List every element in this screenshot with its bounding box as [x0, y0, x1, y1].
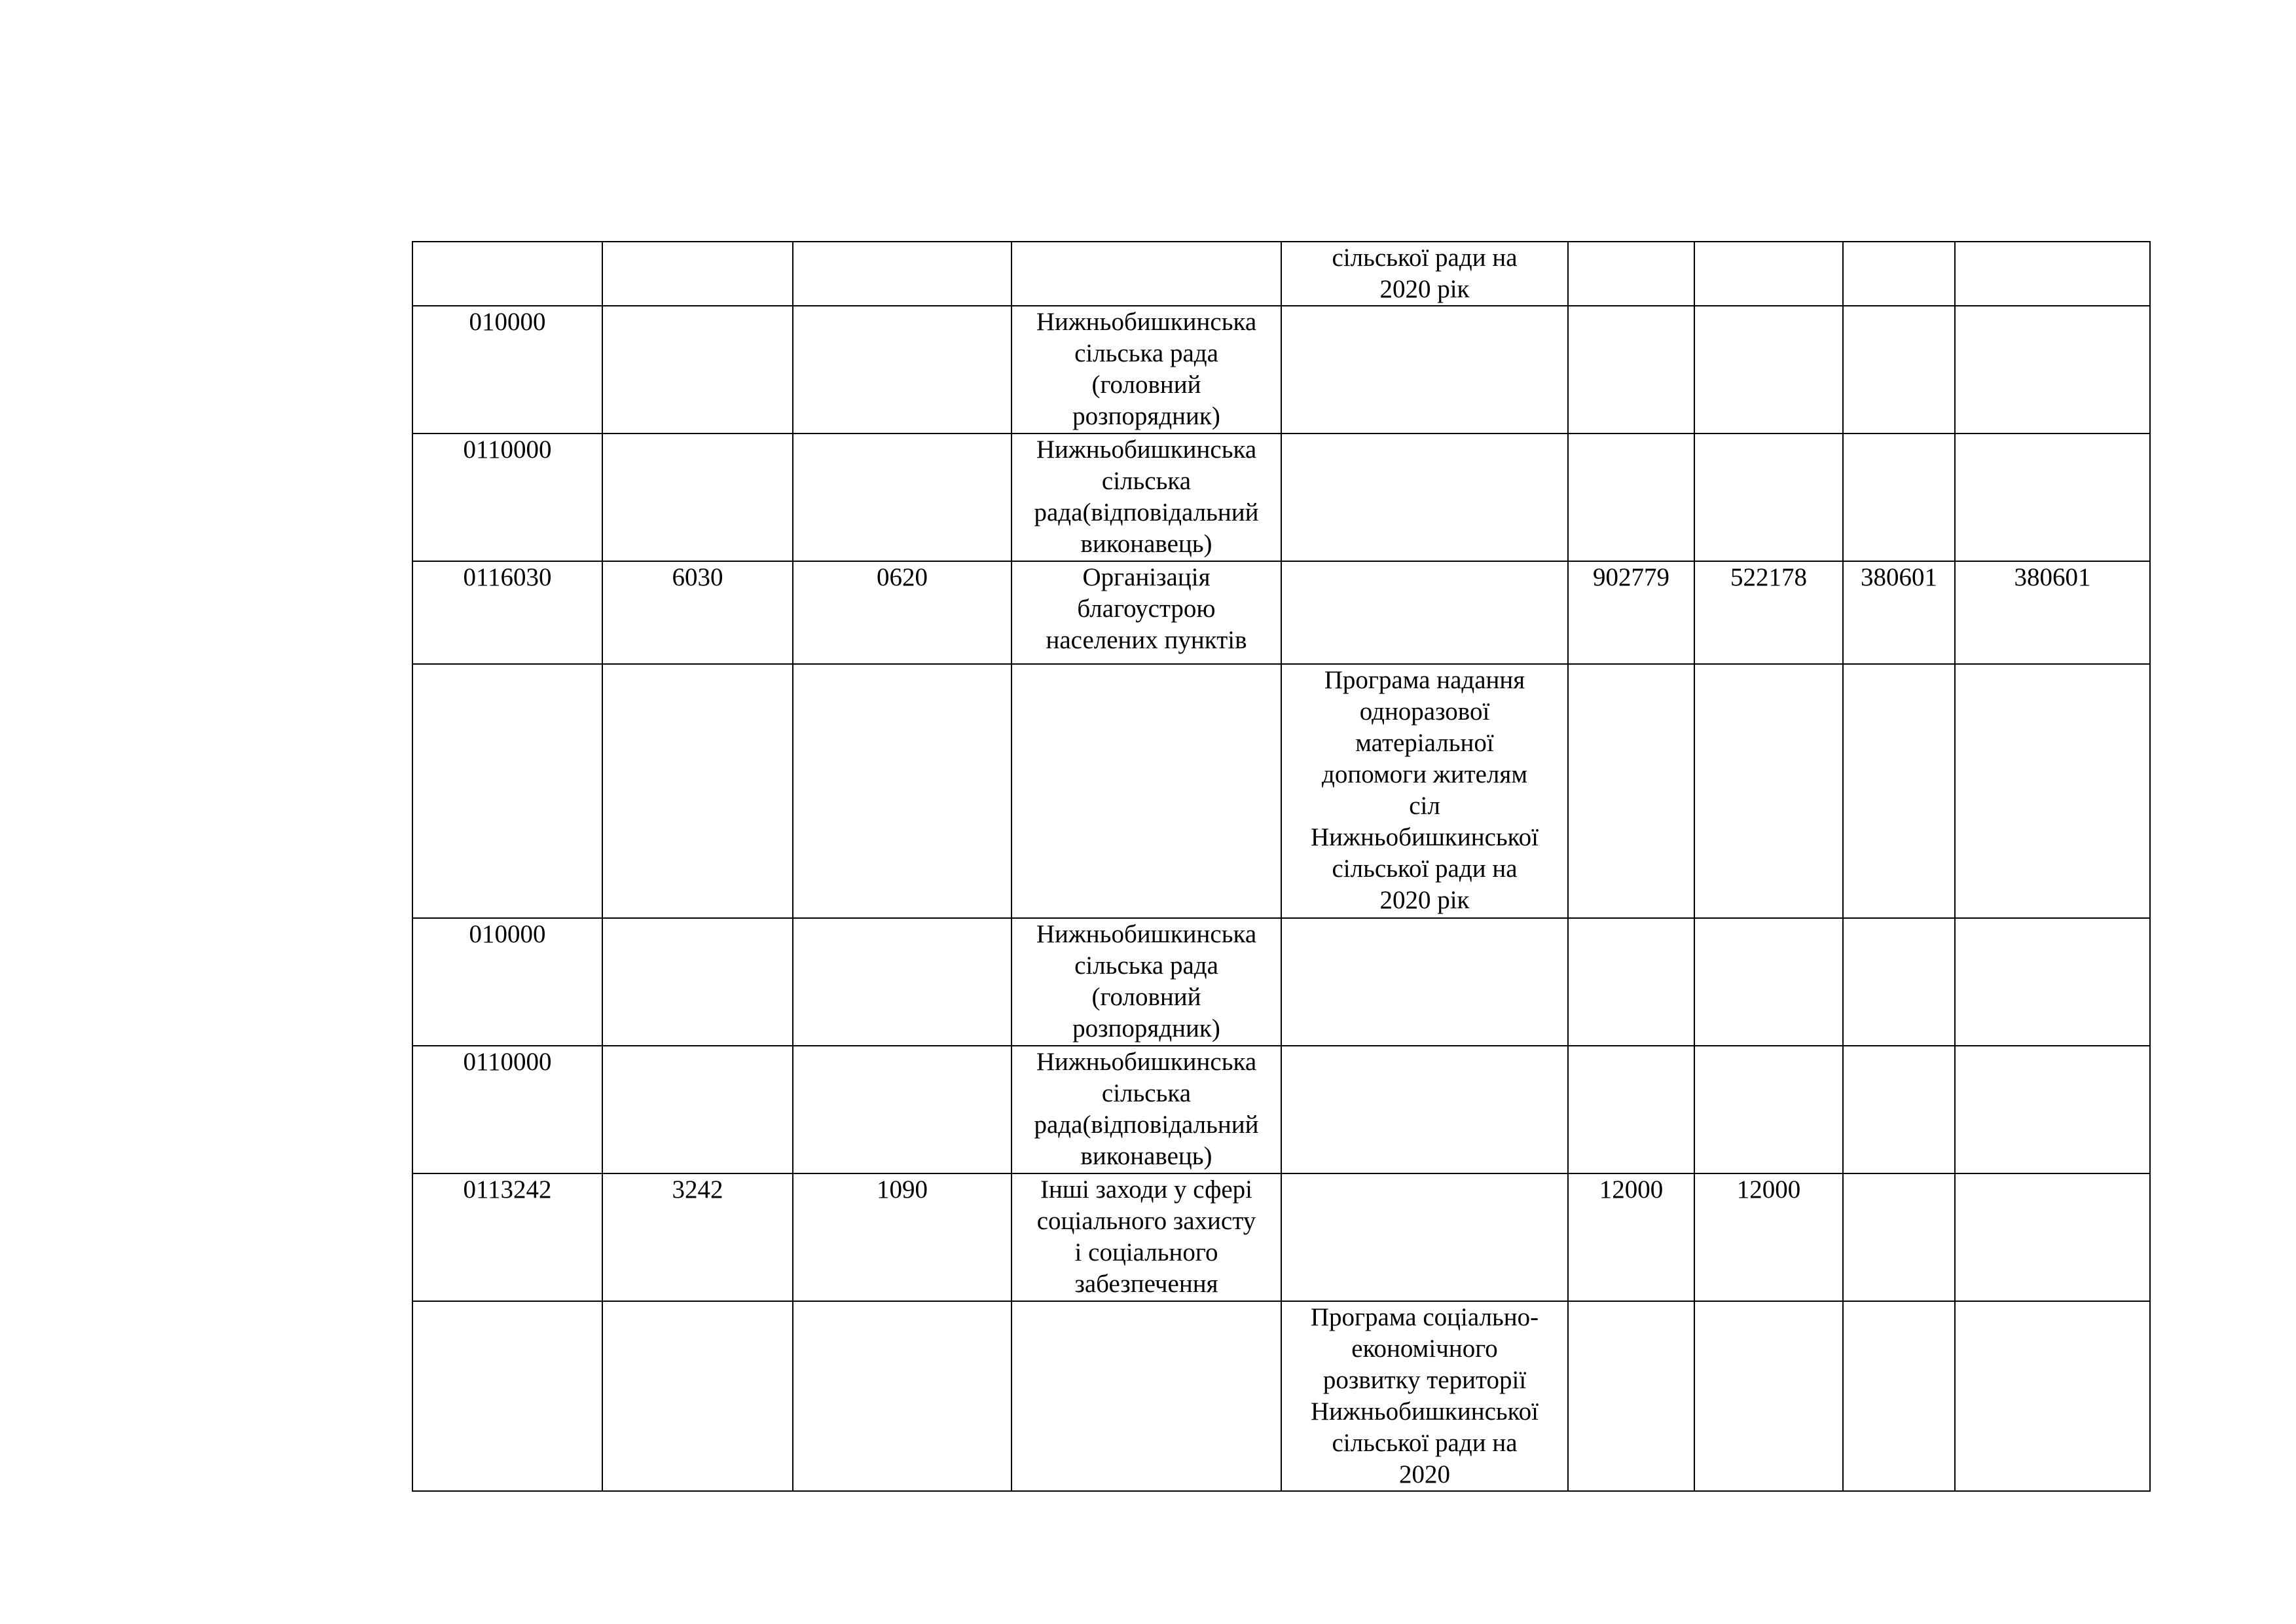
table-cell-development-budget [1955, 918, 2150, 1046]
table-cell-code-tpkvk [602, 918, 793, 1046]
table-cell-code-tpkvk [602, 1046, 793, 1173]
table-cell-total [1568, 306, 1694, 434]
cell-text: 0116030 [463, 563, 552, 591]
table-cell-special-fund [1843, 434, 1955, 561]
table-cell-special-fund [1843, 561, 1955, 664]
cell-text: 0620 [877, 563, 928, 591]
table-cell-total [1568, 664, 1694, 918]
table-cell-total [1568, 561, 1694, 664]
table-cell-code-tpkvk [602, 306, 793, 434]
table-cell-code-fkvk [793, 1301, 1011, 1491]
table-cell-code-program [412, 561, 602, 664]
table-cell-general-fund [1694, 434, 1843, 561]
table-cell-code-fkvk [793, 561, 1011, 664]
cell-text: Інші заходи у сфері соціального захисту і соціального забезпечення [1036, 1175, 1256, 1298]
table-cell-code-fkvk [793, 664, 1011, 918]
cell-text: 522178 [1730, 563, 1807, 591]
table-cell-total [1568, 1046, 1694, 1173]
table-cell-code-fkvk [793, 242, 1011, 306]
table-cell-code-program [412, 434, 602, 561]
table-row [412, 242, 2150, 306]
table-cell-development-budget [1955, 1046, 2150, 1173]
table-cell-code-program [412, 664, 602, 918]
cell-text: 3242 [672, 1175, 723, 1204]
table-cell-name-responsible [1011, 434, 1281, 561]
table-cell-development-budget [1955, 664, 2150, 918]
table-cell-development-budget [1955, 306, 2150, 434]
table-cell-program-name [1281, 242, 1568, 306]
table-cell-program-name [1281, 664, 1568, 918]
table-cell-total [1568, 242, 1694, 306]
table-row [412, 306, 2150, 434]
cell-text: Нижньобишкинська сільська рада(відповідальний виконавець) [1034, 435, 1259, 558]
table-cell-special-fund [1843, 1173, 1955, 1301]
cell-text: 010000 [469, 920, 546, 948]
table-cell-general-fund [1694, 1046, 1843, 1173]
table-cell-development-budget [1955, 561, 2150, 664]
cell-text: 0113242 [463, 1175, 552, 1204]
table-cell-special-fund [1843, 1301, 1955, 1491]
table-cell-total [1568, 434, 1694, 561]
table-cell-general-fund [1694, 664, 1843, 918]
budget-table [412, 241, 2151, 1492]
table-cell-code-program [412, 306, 602, 434]
table-cell-code-program [412, 1301, 602, 1491]
table-cell-general-fund [1694, 561, 1843, 664]
table-cell-development-budget [1955, 1173, 2150, 1301]
table-cell-code-fkvk [793, 1173, 1011, 1301]
table-row [412, 561, 2150, 664]
cell-text: 902779 [1593, 563, 1669, 591]
cell-text: 010000 [469, 308, 546, 336]
cell-text: Програма надання одноразової матеріальної допомоги жителям сіл Нижньобишкинської сільської ради на 2020 рік [1311, 666, 1539, 914]
table-row [412, 1301, 2150, 1491]
table-cell-code-program [412, 242, 602, 306]
table-cell-special-fund [1843, 306, 1955, 434]
cell-text: 0110000 [463, 1048, 552, 1076]
cell-text: Організація благоустрою населених пунктів [1046, 563, 1247, 654]
cell-text: Програма соціально- економічного розвитку території Нижньобишкинської сільської ради на 2020 [1310, 1303, 1539, 1488]
table-cell-program-name [1281, 561, 1568, 664]
cell-text: 380601 [1861, 563, 1937, 591]
table-cell-name-responsible [1011, 1046, 1281, 1173]
table-cell-total [1568, 1301, 1694, 1491]
table-cell-code-fkvk [793, 434, 1011, 561]
table-cell-general-fund [1694, 918, 1843, 1046]
cell-text: Нижньобишкинська сільська рада (головний розпорядник) [1036, 920, 1257, 1043]
table-cell-special-fund [1843, 664, 1955, 918]
table-cell-code-tpkvk [602, 1301, 793, 1491]
cell-text: 12000 [1599, 1175, 1664, 1204]
cell-text: 6030 [672, 563, 723, 591]
table-cell-code-program [412, 1046, 602, 1173]
cell-text: 380601 [2014, 563, 2091, 591]
cell-text: Нижньобишкинська сільська рада (головний розпорядник) [1036, 308, 1257, 430]
table-row [412, 918, 2150, 1046]
table-cell-code-tpkvk [602, 1173, 793, 1301]
table-row [412, 434, 2150, 561]
table-cell-development-budget [1955, 1301, 2150, 1491]
table-cell-special-fund [1843, 242, 1955, 306]
table-cell-code-fkvk [793, 918, 1011, 1046]
table-cell-name-responsible [1011, 242, 1281, 306]
table-cell-code-tpkvk [602, 434, 793, 561]
table-cell-name-responsible [1011, 918, 1281, 1046]
table-cell-program-name [1281, 434, 1568, 561]
table-cell-name-responsible [1011, 306, 1281, 434]
table-row [412, 1046, 2150, 1173]
table-cell-program-name [1281, 918, 1568, 1046]
cell-text: Нижньобишкинська сільська рада(відповідальний виконавець) [1034, 1048, 1259, 1170]
table-cell-code-fkvk [793, 306, 1011, 434]
table-cell-code-fkvk [793, 1046, 1011, 1173]
table-cell-name-responsible [1011, 1301, 1281, 1491]
table-row [412, 1173, 2150, 1301]
table-cell-special-fund [1843, 1046, 1955, 1173]
table-cell-program-name [1281, 306, 1568, 434]
table-cell-program-name [1281, 1046, 1568, 1173]
table-row [412, 664, 2150, 918]
table-cell-name-responsible [1011, 561, 1281, 664]
table-cell-program-name [1281, 1301, 1568, 1491]
table-body [412, 242, 2150, 1491]
table-cell-special-fund [1843, 918, 1955, 1046]
cell-text: 12000 [1736, 1175, 1801, 1204]
table-cell-development-budget [1955, 242, 2150, 306]
table-cell-general-fund [1694, 1173, 1843, 1301]
table-cell-code-tpkvk [602, 242, 793, 306]
cell-text: 1090 [877, 1175, 928, 1204]
table-cell-development-budget [1955, 434, 2150, 561]
table-cell-code-tpkvk [602, 664, 793, 918]
table-cell-code-program [412, 918, 602, 1046]
table-cell-general-fund [1694, 1301, 1843, 1491]
table-cell-program-name [1281, 1173, 1568, 1301]
table-cell-name-responsible [1011, 664, 1281, 918]
cell-text: 0110000 [463, 435, 552, 464]
table-cell-name-responsible [1011, 1173, 1281, 1301]
table-cell-code-program [412, 1173, 602, 1301]
table-cell-code-tpkvk [602, 561, 793, 664]
table-cell-general-fund [1694, 242, 1843, 306]
table-cell-general-fund [1694, 306, 1843, 434]
table-cell-total [1568, 1173, 1694, 1301]
cell-text: сільської ради на 2020 рік [1332, 244, 1518, 303]
table-cell-total [1568, 918, 1694, 1046]
